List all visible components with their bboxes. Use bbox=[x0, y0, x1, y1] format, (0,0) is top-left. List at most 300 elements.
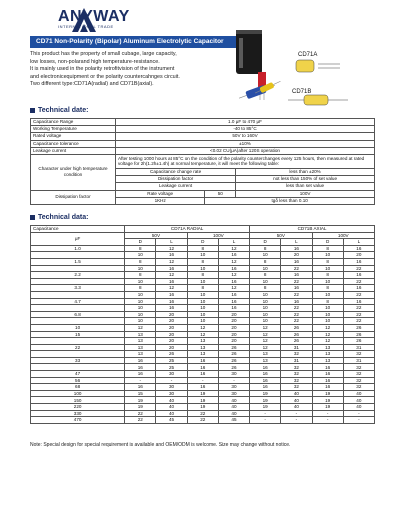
table-cell: 16 bbox=[125, 357, 156, 364]
table-cell: 8 bbox=[250, 272, 281, 279]
table-cell: 10 bbox=[187, 298, 218, 305]
intro-line: Two different type:CD71A(radial) and CD71B(axial). bbox=[30, 81, 154, 88]
table-cell: Capacitance change rate bbox=[116, 168, 236, 175]
table-cell: 16 bbox=[218, 305, 249, 312]
table-cell: 20 bbox=[156, 338, 187, 345]
table-cell bbox=[31, 305, 125, 312]
table-cell: Capacitance Range bbox=[31, 119, 116, 126]
table-cell: 16 bbox=[218, 291, 249, 298]
bullet-square-icon bbox=[30, 215, 35, 220]
table-header-row bbox=[31, 226, 375, 233]
table-cell: 32 bbox=[343, 384, 374, 391]
table-cell: - bbox=[343, 410, 374, 417]
table-cell: 26 bbox=[218, 344, 249, 351]
table-cell: 8 bbox=[312, 298, 343, 305]
table-cell: 1KHz bbox=[116, 197, 205, 204]
table-row bbox=[31, 291, 375, 298]
table-cell: 26 bbox=[281, 324, 312, 331]
table-cell: 470 bbox=[31, 417, 125, 424]
table-cell: 26 bbox=[343, 324, 374, 331]
table-cell: After testing 1000 hours at 85°C on the condition of the polarity counterchanges every 125 hours, then measured at rated voltage for 2h(1.2h±1.4h) at normal temperature, it will meet the following table: bbox=[116, 154, 375, 168]
table-cell: 22 bbox=[281, 291, 312, 298]
table-cell: 8 bbox=[125, 272, 156, 279]
table-cell: 26 bbox=[156, 351, 187, 358]
table-cell: 10 bbox=[187, 265, 218, 272]
table-cell: 10 bbox=[187, 311, 218, 318]
brand-tagline: INTERNATIONAL TRADE bbox=[58, 24, 114, 29]
table-header: μF bbox=[31, 232, 125, 245]
table-cell: 10 bbox=[125, 311, 156, 318]
brand-name: ANYWAY bbox=[58, 8, 130, 25]
table-cell: 22 bbox=[281, 265, 312, 272]
table-cell: 12 bbox=[250, 331, 281, 338]
table-header: L bbox=[218, 239, 249, 246]
table-header: CD71B AXIAL bbox=[250, 226, 375, 233]
table-cell: 20 bbox=[281, 252, 312, 259]
table-row bbox=[31, 258, 375, 265]
table-cell: 100V bbox=[236, 190, 375, 197]
table-cell: - bbox=[187, 377, 218, 384]
table-cell: less than ±20% bbox=[236, 168, 375, 175]
table-cell: - bbox=[312, 417, 343, 424]
table-cell: 20 bbox=[218, 331, 249, 338]
table-cell: Dissipation factor bbox=[31, 190, 116, 204]
table-cell: 16 bbox=[187, 364, 218, 371]
intro-line: This product has the property of small cubage, large capacity, bbox=[30, 51, 177, 57]
table-row bbox=[31, 140, 375, 147]
table-header: 100V bbox=[187, 232, 249, 239]
table-row bbox=[31, 357, 375, 364]
table-header: Capacitance bbox=[31, 226, 125, 233]
table-row bbox=[31, 285, 375, 292]
table-cell: 32 bbox=[343, 364, 374, 371]
table-cell: 22 bbox=[281, 278, 312, 285]
table-cell: 31 bbox=[343, 357, 374, 364]
table-cell: 16 bbox=[343, 298, 374, 305]
table-cell: - bbox=[281, 417, 312, 424]
table-cell: 8 bbox=[187, 272, 218, 279]
table-cell: 40 bbox=[281, 404, 312, 411]
table-cell: 13 bbox=[250, 351, 281, 358]
table-cell: 13 bbox=[125, 331, 156, 338]
table-cell: 16 bbox=[218, 278, 249, 285]
table-cell: 100 bbox=[31, 390, 125, 397]
table-cell: 10 bbox=[312, 318, 343, 325]
table-cell: 10 bbox=[312, 305, 343, 312]
table-cell: 10 bbox=[187, 318, 218, 325]
table-cell: 22 bbox=[187, 417, 218, 424]
intro-line: low losses, non-polarand high temperature-resistance. bbox=[30, 58, 160, 65]
table-row bbox=[31, 338, 375, 345]
table-cell bbox=[31, 364, 125, 371]
table-cell: 40 bbox=[281, 390, 312, 397]
table-cell: 32 bbox=[281, 351, 312, 358]
table-header: 50V bbox=[125, 232, 187, 239]
table-row bbox=[31, 371, 375, 378]
product-title-banner: CD71 Non-Polarity (Bipolar) Aluminum Electrolytic Capacitor bbox=[30, 36, 240, 48]
table-cell: 16 bbox=[312, 377, 343, 384]
table-cell: 16 bbox=[156, 252, 187, 259]
table-cell: 10 bbox=[187, 291, 218, 298]
table-cell: 12 bbox=[312, 338, 343, 345]
table-cell: 20 bbox=[218, 324, 249, 331]
table-cell: 10 bbox=[250, 311, 281, 318]
dimensions-table bbox=[30, 225, 375, 424]
table-cell: 8 bbox=[125, 258, 156, 265]
table-cell: - bbox=[312, 410, 343, 417]
table-cell: 40 bbox=[156, 410, 187, 417]
table-cell: 6.8 bbox=[31, 311, 125, 318]
table-cell: 22 bbox=[281, 311, 312, 318]
table-cell: 12 bbox=[218, 285, 249, 292]
table-row bbox=[31, 278, 375, 285]
table-header: 50V bbox=[250, 232, 312, 239]
table-cell: 16 bbox=[281, 298, 312, 305]
table-cell: 22 bbox=[343, 311, 374, 318]
table-cell: 40 bbox=[343, 397, 374, 404]
table-cell: 13 bbox=[125, 351, 156, 358]
table-cell: Dissipation factor bbox=[116, 176, 236, 183]
table-cell: 19 bbox=[250, 390, 281, 397]
cd71a-label: CD71A bbox=[298, 52, 318, 58]
table-cell bbox=[31, 318, 125, 325]
table-cell: 12 bbox=[250, 324, 281, 331]
table-cell: 40 bbox=[218, 397, 249, 404]
table-cell: 16 bbox=[156, 278, 187, 285]
table-cell: 10 bbox=[250, 252, 281, 259]
table-row bbox=[31, 126, 375, 133]
table-row bbox=[31, 377, 375, 384]
table-cell: Character under high temperature condition bbox=[31, 154, 116, 190]
table-cell: 25 bbox=[156, 357, 187, 364]
table-cell: 50V to 160V bbox=[116, 133, 375, 140]
cd71b-label: CD71B bbox=[292, 89, 312, 95]
table-row bbox=[31, 133, 375, 140]
table-header: D bbox=[250, 239, 281, 246]
table-cell: 20 bbox=[156, 324, 187, 331]
table-row bbox=[31, 272, 375, 279]
table-cell: 26 bbox=[218, 357, 249, 364]
table-cell: 10 bbox=[125, 252, 156, 259]
table-cell: 16 bbox=[156, 291, 187, 298]
table-cell: 26 bbox=[343, 338, 374, 345]
table-row bbox=[31, 298, 375, 305]
table-cell: 10 bbox=[250, 298, 281, 305]
table-header: CD71A RADIAL bbox=[125, 226, 250, 233]
table-cell: 13 bbox=[250, 357, 281, 364]
table-cell: 26 bbox=[218, 351, 249, 358]
table-cell: 220 bbox=[31, 404, 125, 411]
table-cell: 10 bbox=[125, 291, 156, 298]
table-cell: 16 bbox=[156, 265, 187, 272]
table-cell: 13 bbox=[187, 344, 218, 351]
table-cell: 16 bbox=[343, 285, 374, 292]
table-cell: 8 bbox=[250, 245, 281, 252]
table-cell: 16 bbox=[187, 357, 218, 364]
table-cell: 16 bbox=[250, 364, 281, 371]
table-row bbox=[31, 384, 375, 391]
table-cell: 30 bbox=[156, 371, 187, 378]
table-cell: 10 bbox=[125, 278, 156, 285]
table-row bbox=[31, 147, 375, 154]
table-cell: 10 bbox=[125, 318, 156, 325]
table-cell: 12 bbox=[125, 324, 156, 331]
table-cell: 12 bbox=[312, 324, 343, 331]
table-header: D bbox=[125, 239, 156, 246]
table-cell: -40 to 85°C bbox=[116, 126, 375, 133]
table-row bbox=[31, 311, 375, 318]
table-row bbox=[31, 154, 375, 168]
table-cell: 19 bbox=[312, 404, 343, 411]
table-cell: 26 bbox=[281, 331, 312, 338]
table-cell: - bbox=[343, 417, 374, 424]
table-cell: - bbox=[125, 377, 156, 384]
table-cell: 30 bbox=[156, 384, 187, 391]
table-cell: 16 bbox=[156, 305, 187, 312]
table-cell: 22 bbox=[343, 265, 374, 272]
table-cell: 19 bbox=[187, 397, 218, 404]
table-cell: 13 bbox=[187, 351, 218, 358]
table-cell: 16 bbox=[187, 384, 218, 391]
table-cell: 16 bbox=[281, 272, 312, 279]
table-cell: 20 bbox=[218, 311, 249, 318]
table-cell: 16 bbox=[218, 252, 249, 259]
table-cell: 40 bbox=[218, 410, 249, 417]
table-header: L bbox=[156, 239, 187, 246]
table-cell: 30 bbox=[218, 384, 249, 391]
table-row bbox=[31, 390, 375, 397]
table-row bbox=[31, 331, 375, 338]
table-cell: tgδ less than 0.10 bbox=[205, 197, 375, 204]
table-cell: 32 bbox=[343, 351, 374, 358]
table-cell: 10 bbox=[312, 278, 343, 285]
table-cell bbox=[31, 252, 125, 259]
table-cell: 12 bbox=[187, 331, 218, 338]
table-header: L bbox=[343, 239, 374, 246]
table-cell: 13 bbox=[187, 338, 218, 345]
table-cell bbox=[31, 278, 125, 285]
table-cell: 13 bbox=[312, 357, 343, 364]
table-row bbox=[31, 324, 375, 331]
table-cell: 19 bbox=[250, 404, 281, 411]
table-cell: 16 bbox=[250, 384, 281, 391]
table-cell: 10 bbox=[125, 298, 156, 305]
table-cell: 16 bbox=[125, 364, 156, 371]
table-cell: 16 bbox=[343, 272, 374, 279]
table-header: L bbox=[281, 239, 312, 246]
table-cell: not less than 150% of set value bbox=[236, 176, 375, 183]
table-cell: 16 bbox=[187, 371, 218, 378]
table-cell: 16 bbox=[218, 298, 249, 305]
table-cell: 45 bbox=[218, 417, 249, 424]
table-cell: 8 bbox=[125, 245, 156, 252]
table-row bbox=[31, 305, 375, 312]
dimensions-table-body bbox=[31, 245, 375, 423]
table-cell: 20 bbox=[156, 331, 187, 338]
table-cell: Capacitance tolerance bbox=[31, 140, 116, 147]
table-row bbox=[31, 245, 375, 252]
intro-text bbox=[30, 51, 245, 89]
table-cell: 12 bbox=[218, 258, 249, 265]
table-cell: 22 bbox=[281, 318, 312, 325]
table-cell: 16 bbox=[343, 258, 374, 265]
table-cell: 33 bbox=[31, 357, 125, 364]
table-cell: 16 bbox=[281, 285, 312, 292]
table-cell: 13 bbox=[312, 351, 343, 358]
table-cell: 68 bbox=[31, 384, 125, 391]
table-cell: 40 bbox=[343, 390, 374, 397]
table-row bbox=[31, 351, 375, 358]
table-cell: 19 bbox=[187, 404, 218, 411]
table-cell: 40 bbox=[343, 404, 374, 411]
capacitor-product-image bbox=[236, 30, 386, 110]
table-cell: 13 bbox=[125, 344, 156, 351]
table-cell: 22 bbox=[281, 305, 312, 312]
table-cell: 32 bbox=[281, 364, 312, 371]
table-cell: 10 bbox=[312, 252, 343, 259]
table-cell: 1.0 bbox=[31, 245, 125, 252]
table-row bbox=[31, 344, 375, 351]
table-cell bbox=[31, 291, 125, 298]
table-cell: 32 bbox=[343, 371, 374, 378]
table-cell: - bbox=[250, 417, 281, 424]
table-cell: 22 bbox=[343, 318, 374, 325]
table-cell: <0.02 CU(μA)after 120S operation bbox=[116, 147, 375, 154]
table-cell: 1.5 bbox=[31, 258, 125, 265]
tech2-title: Technical data: bbox=[30, 214, 88, 221]
table-row bbox=[31, 404, 375, 411]
table-cell: 22 bbox=[31, 344, 125, 351]
table-cell: 20 bbox=[343, 252, 374, 259]
table-cell: 32 bbox=[343, 377, 374, 384]
table-cell: 19 bbox=[312, 390, 343, 397]
table-cell: Leakage current bbox=[31, 147, 116, 154]
table-cell: - bbox=[250, 410, 281, 417]
table-cell: Leakage current bbox=[116, 183, 236, 190]
table-cell: 2.2 bbox=[31, 272, 125, 279]
table-cell: 10 bbox=[125, 265, 156, 272]
table-cell: 8 bbox=[312, 258, 343, 265]
table-cell: 8 bbox=[312, 245, 343, 252]
table-cell: 19 bbox=[125, 404, 156, 411]
table-cell: 8 bbox=[187, 285, 218, 292]
table-cell: 40 bbox=[281, 397, 312, 404]
table-cell: 10 bbox=[250, 278, 281, 285]
table-cell: 10 bbox=[250, 265, 281, 272]
table-cell: 16 bbox=[218, 265, 249, 272]
table-row bbox=[31, 364, 375, 371]
table-cell: 10 bbox=[250, 318, 281, 325]
table-cell: 40 bbox=[218, 404, 249, 411]
table-cell: 12 bbox=[312, 331, 343, 338]
table-cell: 12 bbox=[156, 258, 187, 265]
table-cell: 20 bbox=[156, 318, 187, 325]
table-cell: - bbox=[218, 377, 249, 384]
table-cell: 26 bbox=[343, 331, 374, 338]
table-cell: 8 bbox=[312, 285, 343, 292]
table-cell: 8 bbox=[187, 245, 218, 252]
table-cell: 10 bbox=[312, 265, 343, 272]
table-cell: 12 bbox=[250, 344, 281, 351]
table-cell: 31 bbox=[343, 344, 374, 351]
table-row bbox=[31, 190, 375, 197]
table-cell: 10 bbox=[312, 291, 343, 298]
table-cell: 26 bbox=[281, 338, 312, 345]
table-cell: 1.0 μF to 470 μF bbox=[116, 119, 375, 126]
table-cell: 32 bbox=[281, 377, 312, 384]
table-cell: 22 bbox=[125, 417, 156, 424]
table-cell: 19 bbox=[312, 397, 343, 404]
table-cell: 4.7 bbox=[31, 298, 125, 305]
table-cell: less than set value bbox=[236, 183, 375, 190]
table-cell: 15 bbox=[31, 331, 125, 338]
table-cell: 12 bbox=[250, 338, 281, 345]
table-cell: 32 bbox=[281, 371, 312, 378]
table-cell: 22 bbox=[343, 278, 374, 285]
table-header-row bbox=[31, 232, 375, 239]
table-cell: 22 bbox=[187, 410, 218, 417]
table-cell bbox=[31, 351, 125, 358]
table-cell: 25 bbox=[156, 364, 187, 371]
table-cell: 15 bbox=[125, 390, 156, 397]
table-cell: 30 bbox=[218, 371, 249, 378]
table-cell: 20 bbox=[156, 311, 187, 318]
table-cell: 16 bbox=[281, 258, 312, 265]
intro-line: and electronicequipment or the polarity countercahnges circuit. bbox=[30, 73, 180, 80]
table-cell: 16 bbox=[281, 245, 312, 252]
table-cell: 8 bbox=[250, 258, 281, 265]
table-cell: 10 bbox=[125, 305, 156, 312]
table-cell: 8 bbox=[250, 285, 281, 292]
table-cell: 12 bbox=[187, 324, 218, 331]
table-cell: 20 bbox=[218, 338, 249, 345]
table-cell: 13 bbox=[312, 344, 343, 351]
table-cell: 16 bbox=[312, 384, 343, 391]
table-cell: 19 bbox=[125, 397, 156, 404]
table-row bbox=[31, 252, 375, 259]
table-row bbox=[31, 417, 375, 424]
table-row bbox=[31, 265, 375, 272]
table-cell: 40 bbox=[156, 397, 187, 404]
bullet-square-icon bbox=[30, 108, 35, 113]
table-cell: 40 bbox=[156, 404, 187, 411]
table-header: D bbox=[312, 239, 343, 246]
footer-note: Note: Special design for special requirement is available and OEM/ODM is welcome. Size may change without notice. bbox=[30, 442, 291, 448]
table-cell: 19 bbox=[187, 390, 218, 397]
table-cell: 16 bbox=[250, 371, 281, 378]
table-cell: 10 bbox=[250, 305, 281, 312]
table-row bbox=[31, 318, 375, 325]
table-cell: 26 bbox=[218, 364, 249, 371]
table-cell: 10 bbox=[250, 291, 281, 298]
table-cell: 10 bbox=[31, 324, 125, 331]
intro-line: It is mainly used in the polarity retrofitvision of the instrument bbox=[30, 66, 175, 73]
table-cell: 50 bbox=[205, 190, 236, 197]
table-cell: 31 bbox=[281, 344, 312, 351]
table-cell: 16 bbox=[250, 377, 281, 384]
table-cell: 32 bbox=[281, 384, 312, 391]
table-cell: 45 bbox=[156, 417, 187, 424]
table-cell: 12 bbox=[156, 272, 187, 279]
table-cell: 10 bbox=[187, 278, 218, 285]
table-cell bbox=[31, 265, 125, 272]
table-cell: 30 bbox=[218, 390, 249, 397]
table-cell: 16 bbox=[125, 371, 156, 378]
table-row bbox=[31, 119, 375, 126]
table-header: 100V bbox=[312, 232, 374, 239]
table-cell: 16 bbox=[312, 364, 343, 371]
table-cell: 10 bbox=[187, 252, 218, 259]
